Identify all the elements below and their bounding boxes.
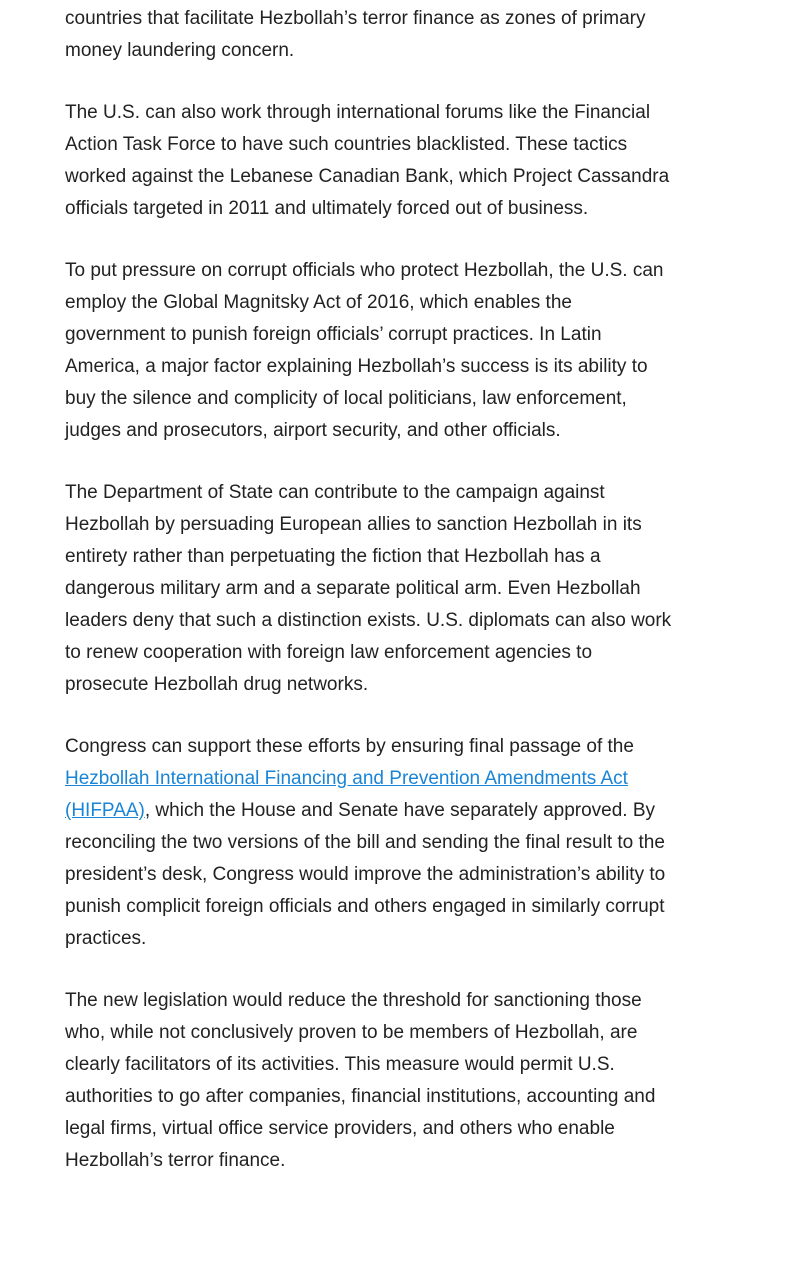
paragraph-5 bbox=[65, 731, 675, 955]
paragraph-5-before: Congress can support these efforts by ensuring final passage of the bbox=[65, 736, 634, 757]
paragraph-4: The Department of State can contribute to the campaign against Hezbollah by persuading European allies to sanction Hezbollah in its entirety rather than perpetuating the fiction that Hezbollah has a dangerous military arm and a separate political arm. Even Hezbollah leaders deny that such a distinction exists. U.S. diplomats can also work to renew cooperation with foreign law enforcement agencies to prosecute Hezbollah drug networks. bbox=[65, 482, 672, 695]
paragraph-5-after: , which the House and Senate have separately approved. By reconciling the two versions of the bill and sending the final result to the president’s desk, Congress would improve the administration’s ability to punish complicit foreign officials and others engaged in similarly corrupt practices. bbox=[65, 800, 666, 949]
hifpaa-link[interactable]: Hezbollah International Financing and Prevention Amendments Act (HIFPAA) bbox=[65, 768, 628, 821]
article-body bbox=[65, 3, 675, 1207]
paragraph-2: The U.S. can also work through international forums like the Financial Action Task Force to have such countries blacklisted. These tactics worked against the Lebanese Canadian Bank, which Project Cassandra officials targeted in 2011 and ultimately forced out of business. bbox=[65, 102, 670, 219]
paragraph-3: To put pressure on corrupt officials who protect Hezbollah, the U.S. can employ the Global Magnitsky Act of 2016, which enables the government to punish foreign officials’ corrupt practices. In Latin America, a major factor explaining Hezbollah’s success is its ability to buy the silence and complicity of local politicians, law enforcement, judges and prosecutors, airport security, and other officials. bbox=[65, 260, 664, 441]
paragraph-1: countries that facilitate Hezbollah’s terror finance as zones of primary money laundering concern. bbox=[65, 8, 646, 61]
paragraph-6: The new legislation would reduce the threshold for sanctioning those who, while not conclusively proven to be members of Hezbollah, are clearly facilitators of its activities. This measure would permit U.S. authorities to go after companies, financial institutions, accounting and legal firms, virtual office service providers, and others who enable Hezbollah’s terror finance. bbox=[65, 990, 656, 1171]
